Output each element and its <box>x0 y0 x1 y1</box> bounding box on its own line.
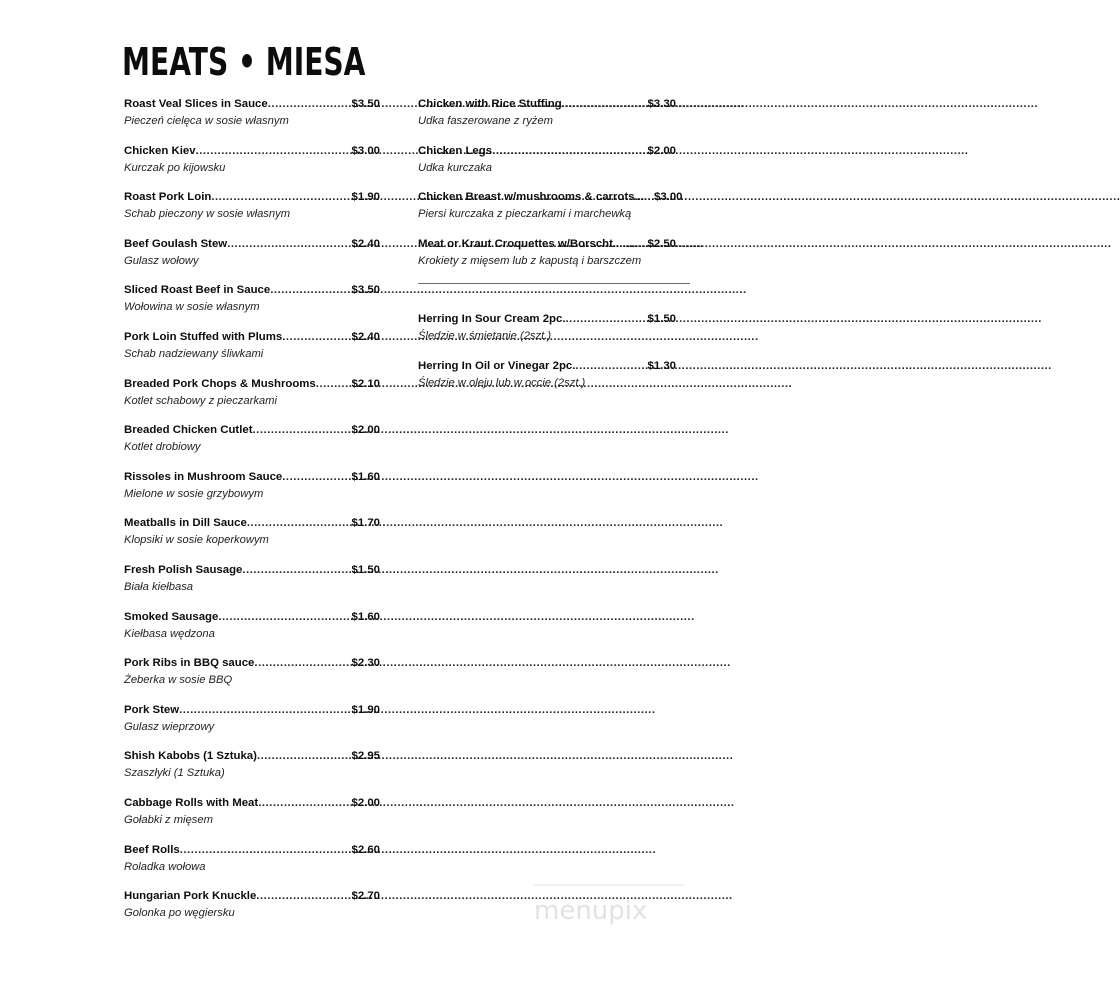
item-name: Rissoles in Mushroom Sauce <box>124 470 283 483</box>
dot-leader <box>180 842 346 858</box>
dot-leader <box>211 189 345 205</box>
item-price: $1.50 <box>647 313 676 326</box>
item-name: Beef Goulash Stew <box>124 237 228 250</box>
item-description: Szaszłyki (1 Sztuka) <box>124 767 225 780</box>
item-description: Gołabki z mięsem <box>124 813 213 826</box>
dot-leader <box>270 282 345 298</box>
item-price: $3.50 <box>351 284 380 297</box>
watermark-line <box>534 884 684 886</box>
item-name: Herring In Oil or Vinegar 2pc. <box>418 359 576 372</box>
dot-leader <box>562 96 642 112</box>
dot-leader <box>644 189 648 205</box>
item-price: $2.60 <box>351 843 380 856</box>
item-price: $3.00 <box>351 144 380 157</box>
menu-item <box>124 655 380 702</box>
item-description: Kotlet schabowy z pieczarkami <box>124 394 277 407</box>
menu-item <box>124 189 380 236</box>
item-description: Kotlet drobiowy <box>124 441 201 454</box>
item-description: Piersi kurczaka z pieczarkami i marchewką <box>418 208 632 221</box>
item-description: Żeberka w sosie BBQ <box>124 674 233 687</box>
dot-leader <box>282 329 345 345</box>
dot-leader <box>257 748 346 764</box>
item-name: Herring In Sour Cream 2pc. <box>418 313 566 326</box>
item-description: Śledzie w oleju lub w occie (2szt.) <box>418 376 586 389</box>
menu-item <box>124 96 380 143</box>
dot-leader <box>282 469 345 485</box>
item-price: $2.00 <box>351 424 380 437</box>
dot-leader <box>179 702 345 718</box>
item-name: Pork Loin Stuffed with Plums <box>124 330 283 343</box>
menu-item <box>124 702 380 749</box>
item-description: Gulasz wołowy <box>124 254 199 267</box>
item-price: $2.70 <box>351 890 380 903</box>
menu-item <box>124 236 380 283</box>
menu-item <box>418 189 683 236</box>
item-price: $2.10 <box>351 377 380 390</box>
menu-item <box>124 842 380 889</box>
watermark-text: menupix <box>534 896 648 926</box>
menu-item <box>418 236 676 283</box>
item-name: Breaded Chicken Cutlet <box>124 424 253 437</box>
item-name: Roast Veal Slices in Sauce <box>124 98 268 110</box>
item-description: Golonka po węgiersku <box>124 907 235 920</box>
item-description: Wołowina w sosie własnym <box>124 301 260 314</box>
item-price: $2.40 <box>351 237 380 250</box>
menu-item <box>124 888 380 935</box>
item-price: $1.60 <box>351 470 380 483</box>
menu-item <box>418 311 676 358</box>
dot-leader <box>254 655 345 671</box>
menu-item <box>124 422 380 469</box>
item-name: Hungarian Pork Knuckle <box>124 890 257 903</box>
menu-item <box>124 609 380 656</box>
item-price: $1.60 <box>351 610 380 623</box>
menu-item <box>124 515 380 562</box>
item-description: Schab nadziewany śliwkami <box>124 347 264 360</box>
menu-item <box>124 282 380 329</box>
item-name: Pork Ribs in BBQ sauce <box>124 657 255 670</box>
item-price: $2.50 <box>647 237 676 250</box>
item-description: Roladka wołowa <box>124 860 206 873</box>
menu-item <box>124 562 380 609</box>
item-price: $2.95 <box>351 750 380 763</box>
watermark <box>534 878 684 938</box>
item-name: Pork Stew <box>124 703 180 716</box>
item-name: Smoked Sausage <box>124 610 219 623</box>
item-name: Shish Kabobs (1 Sztuka) <box>124 750 257 763</box>
dot-leader <box>218 609 345 625</box>
item-description: Mielone w sosie grzybowym <box>124 487 264 500</box>
item-price: $1.50 <box>351 563 380 576</box>
dot-leader <box>196 143 346 159</box>
dot-leader <box>492 143 641 159</box>
item-name: Roast Pork Loin <box>124 191 212 204</box>
item-name: Chicken with Rice Stuffing <box>418 98 562 110</box>
item-price: $2.30 <box>351 657 380 670</box>
menu-item <box>124 143 380 190</box>
item-price: $3.00 <box>653 191 683 204</box>
item-price: $1.30 <box>647 359 676 372</box>
item-description: Kurczak po kijowsku <box>124 161 226 174</box>
menu-item <box>418 143 676 190</box>
item-price: $1.90 <box>351 191 380 204</box>
menu-item <box>418 96 676 143</box>
page-title: MEATS • MIESA <box>122 40 366 84</box>
menu-item <box>124 376 380 423</box>
item-description: Pieczeń cielęca w sosie własnym <box>124 115 289 127</box>
item-price: $3.50 <box>351 98 380 110</box>
item-name: Cabbage Rolls with Meat <box>124 796 259 809</box>
dot-leader <box>575 358 641 374</box>
item-name: Sliced Roast Beef in Sauce <box>124 284 271 297</box>
dot-leader <box>316 376 346 392</box>
menu-item <box>124 329 380 376</box>
item-price: $1.70 <box>351 517 380 530</box>
menu-item <box>124 469 380 516</box>
item-name: Breaded Pork Chops & Mushrooms <box>124 377 316 390</box>
item-description: Krokiety z mięsem lub z kapustą i barszczem <box>418 254 642 267</box>
menu-item <box>124 795 380 842</box>
item-description: Udka faszerowane z ryżem <box>418 115 553 127</box>
item-price: $3.30 <box>647 98 676 110</box>
item-name: Fresh Polish Sausage <box>124 563 243 576</box>
item-price: $2.40 <box>351 330 380 343</box>
dot-leader <box>227 236 345 252</box>
item-description: Udka kurczaka <box>418 161 492 174</box>
dot-leader <box>247 515 346 531</box>
menu-column-right <box>418 96 683 405</box>
item-price: $2.00 <box>647 144 676 157</box>
item-description: Biała kiełbasa <box>124 580 194 593</box>
menu-item <box>124 748 380 795</box>
dot-leader <box>242 562 345 578</box>
item-name: Chicken Breast w/mushrooms & carrots... <box>418 191 644 204</box>
menu-item <box>418 358 676 405</box>
item-name: Chicken Kiev <box>124 144 196 157</box>
dot-leader <box>256 888 345 904</box>
section-divider <box>418 283 690 284</box>
item-description: Kiełbasa wędzona <box>124 627 215 640</box>
item-description: Śledzie w śmietanie (2szt.) <box>418 330 552 343</box>
item-name: Beef Rolls <box>124 843 180 856</box>
dot-leader <box>253 422 346 438</box>
item-price: $1.90 <box>351 703 380 716</box>
dot-leader <box>635 236 641 252</box>
dot-leader <box>268 96 346 112</box>
item-description: Schab pieczony w sosie własnym <box>124 208 291 221</box>
item-name: Meat or Kraut Croquettes w/Borscht....... <box>418 237 636 250</box>
dot-leader <box>258 795 345 811</box>
item-price: $2.00 <box>351 796 380 809</box>
item-name: Chicken Legs <box>418 144 493 157</box>
item-name: Meatballs in Dill Sauce <box>124 517 247 530</box>
menu-column-left <box>124 96 380 935</box>
item-description: Gulasz wieprzowy <box>124 720 215 733</box>
item-description: Klopsiki w sosie koperkowym <box>124 534 269 547</box>
dot-leader <box>565 311 641 327</box>
